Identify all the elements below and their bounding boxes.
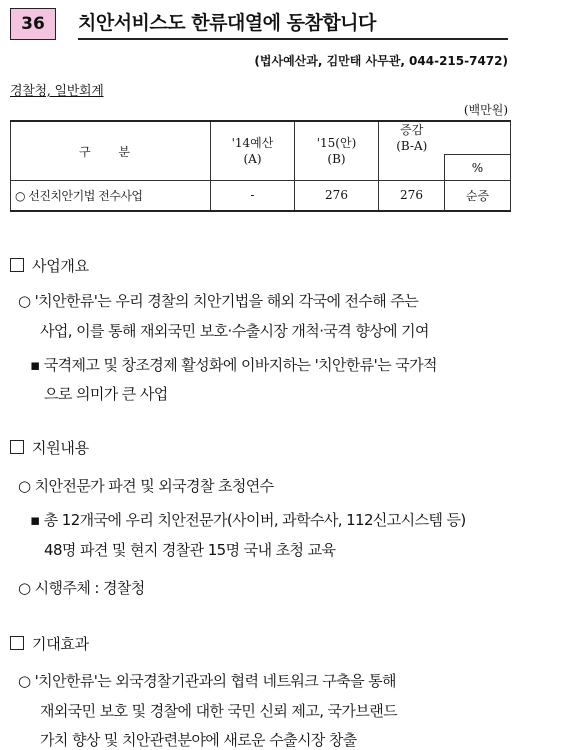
support-heading-text: 지원내용 [32, 439, 89, 457]
section-effect-heading [10, 633, 89, 654]
budget-table [10, 120, 511, 212]
row-2014-value: - [211, 181, 295, 211]
header-change [379, 121, 511, 155]
unit-label: (백만원) [463, 103, 508, 117]
header-change-label: 증감 [400, 123, 424, 137]
overview-bullet-line-1: ○ '치안한류'는 우리 경찰의 치안기법을 해외 각국에 전수해 주는 [18, 292, 419, 310]
row-percent-value: 순증 [445, 181, 511, 211]
overview-sub-line-1: ▪ 국격제고 및 창조경제 활성화에 이바지하는 '치안한류'는 국가적 [30, 356, 437, 374]
checkbox-square-icon [10, 258, 24, 272]
table-row [11, 181, 511, 211]
header-change-sub: (B-A) [396, 139, 428, 153]
item-number-badge: 36 [10, 8, 56, 40]
effect-bullet-line-2: 재외국민 보호 및 경찰에 대한 국민 신뢰 제고, 국가브랜드 [40, 702, 397, 720]
support-sub-line-1: ▪ 총 12개국에 우리 치안전문가(사이버, 과학수사, 112신고시스템 등) [30, 511, 466, 529]
overview-bullet-line-2: 사업, 이를 통해 재외국민 보호·수출시장 개척·국격 향상에 기여 [40, 322, 429, 340]
support-bullet-2: ○ 시행주체 : 경찰청 [18, 579, 145, 597]
header-change-cell [379, 122, 445, 154]
support-sub-line-2: 48명 파견 및 현지 경찰관 15명 국내 초청 교육 [44, 541, 336, 559]
checkbox-square-icon [10, 636, 24, 650]
support-bullet-1: ○ 치안전문가 파견 및 외국경찰 초청연수 [18, 477, 274, 495]
effect-bullet-line-3: 가치 향상 및 치안관련분야에 새로운 수출시장 창출 [40, 731, 357, 749]
header-2015-sub: (B) [327, 152, 346, 166]
header-2014-label: '14예산 [231, 136, 274, 150]
header-2015-proposal [295, 121, 379, 181]
header-category: 구 분 [11, 121, 211, 181]
page-header [10, 8, 508, 42]
page-title: 치안서비스도 한류대열에 동참합니다 [78, 8, 508, 40]
header-2014-budget [211, 121, 295, 181]
header-percent: % [445, 155, 511, 181]
section-overview-heading [10, 255, 89, 276]
source-contact: (법사예산과, 김만태 사무관, 044-215-7472) [254, 54, 508, 68]
row-change-value: 276 [379, 181, 445, 211]
row-label: ○ 선진치안기법 전수사업 [11, 181, 211, 211]
row-2015-value: 276 [295, 181, 379, 211]
effect-heading-text: 기대효과 [32, 635, 89, 653]
organization-label: 경찰청, 일반회계 [10, 84, 104, 99]
section-support-heading [10, 437, 89, 458]
effect-bullet-line-1: ○ '치안한류'는 외국경찰기관과의 협력 네트워크 구축을 통해 [18, 672, 396, 690]
header-2014-sub: (A) [243, 152, 262, 166]
header-2015-label: '15(안) [316, 136, 357, 150]
checkbox-square-icon [10, 440, 24, 454]
overview-heading-text: 사업개요 [32, 257, 89, 275]
overview-sub-line-2: 으로 의미가 큰 사업 [44, 385, 168, 403]
